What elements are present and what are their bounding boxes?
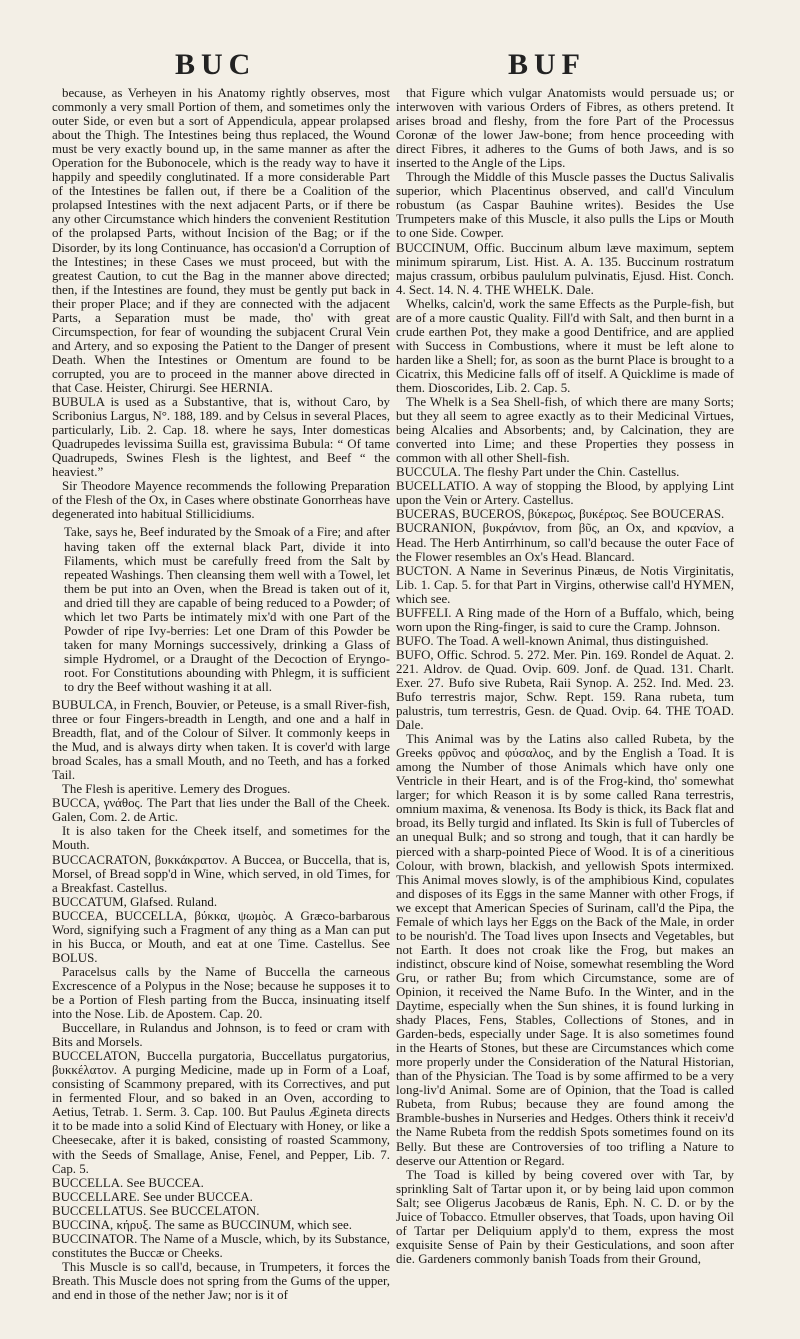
dictionary-entry: BUCCINUM, Offic. Buccinum album læve maximum, septem minimum spirarum, List. Hist. A. A. 135. Buccinum rostratum majus crassum, orbibus paululum pulvinatis, Ejusd. Hist. Conch. 4. Sect. 14. N. 4. THE WHELK. Dale.: [396, 240, 734, 297]
paragraph: Buccellare, in Rulandus and Johnson, is to feed or cram with Bits and Morsels.: [52, 1021, 390, 1050]
dictionary-entry: BUCCULA. The fleshy Part under the Chin. Castellus.: [396, 465, 680, 480]
dictionary-entry: BUCCELLATUS. See BUCCELATON.: [52, 1203, 260, 1218]
dictionary-entry: BUCCINA, κήρυξ. The same as BUCCINUM, which see.: [52, 1217, 352, 1232]
running-head-right: BUF: [508, 48, 586, 81]
dictionary-entry: BUFFELI. A Ring made of the Horn of a Buffalo, which, being worn upon the Ring-finger, is said to cure the Cramp. Johnson.: [396, 605, 734, 634]
paragraph: This Muscle is so call'd, because, in Trumpeters, it forces the Breath. This Muscle does not spring from the Gums of the upper, and end in those of the nether Jaw; nor is it of: [52, 1259, 390, 1302]
paragraph: The Toad is killed by being covered over with Tar, by sprinkling Salt of Tartar upon it, or by being laid upon common Salt; see Oligerus Jacobæus de Ranis, Eph. N. C. D. or by the Juice of Tobacco. Etmuller observes, that Toads, upon having Oil of Tartar per Deliquium apply'd to them, express the most exquisite Sense of Pain by their Gesticulations, and soon after die. Gardeners commonly banish Toads from their Ground,: [396, 1167, 734, 1266]
paragraph: Through the Middle of this Muscle passes the Ductus Salivalis superior, which Placentinus observed, and call'd Vinculum robustum (as Caspar Bauhine writes). Besides the Use Trumpeters make of this Muscle, it also pulls the Lips or Mouth to one Side. Cowper.: [396, 170, 734, 241]
dictionary-entry: BUFO. The Toad. A well-known Animal, thus distinguished.: [396, 633, 709, 648]
recipe-quote: Take, says he, Beef indurated by the Smoak of a Fire; and after having taken off the external black Part, divide it into Filaments, which must be carefully freed from the Salt by repeated Washings. Then cleansing them well with a Towel, let them be put into an Oven, when the Bread is taken out of it, and dried till they are capable of being reduced to a Powder; of which let two Parts be intimately mix'd with one Part of the Powder of ripe Ivy-berries: Let one Dram of this Powder be taken for many Mornings successively, drinking a Glass of simple Hydromel, or a Draught of the Decoction of Eryngo-root. For Constitutions abounding with Phlegm, it is sufficient to dry the Beef without washing it at all.: [64, 525, 390, 694]
dictionary-entry: BUCCACRATON, βυκκάκρατον. A Buccea, or Buccella, that is, Morsel, of Bread sopp'd in Wine, which served, in old Times, for a Breakfast. Castellus.: [52, 852, 390, 895]
paragraph: This Animal was by the Latins also called Rubeta, by the Greeks φρῦνος and φύσαλος, and by the English a Toad. It is among the Number of those Animals which have only one Ventricle in their Heart, and is of the Frog-kind, tho' somewhat larger; for which Reason it is by some called Rana terrestris, omnium maxima, & venenosa. Its Body is thick, its Back flat and broad, its Belly turgid and inflated. Its Skin is full of Tubercles of an unequal Bulk; and so strong and tough, that it can hardly be pierced with a sharp-pointed Piece of Wood. It is of a cineritious Colour, with brown, blackish, and yellowish Spots intermixed. This Animal moves slowly, is of the amphibious Kind, copulates and disposes of its Eggs in the same Manner with other Frogs, if we except that American Species of Surinam, call'd the Pipa, the Female of which lays her Eggs on the Back of the Male, in order to be nourish'd. The Toad lives upon Insects and Vegetables, but not Earth. It does not croak like the Frog, but makes an indistinct, obscure kind of Noise, somewhat resembling the Word Gru, or rather Bu; from which Circumstance, some are of Opinion, it received the Name Bufo. In the Winter, and in the Daytime, especially when the Sun shines, it is found lurking in shady Places, Fens, Stables, Collections of Stones, and in Garden-beds, especially under Sage. It is also sometimes found in the Hearts of Stones, but these are Circumstances which come more properly under the Consideration of the Natural Historian, than of the Physician. The Toad is by some affirmed to be a very long-liv'd Animal. Some are of Opinion, that the Toad is called Rubeta, from Rubus; because they are found among the Bramble-bushes in Nurseries and Hedges. Others think it receiv'd the Name Rubeta from the reddish Spots sometimes found on its Belly. But these are Controversies of too trifling a Nature to deserve our Attention or Regard.: [396, 732, 734, 1168]
paragraph: The Flesh is aperitive. Lemery des Drogues.: [62, 782, 291, 797]
paragraph: The Whelk is a Sea Shell-fish, of which there are many Sorts; but they all seem to agree exactly as to their Medicinal Virtues, being Alcalies and Absorbents; and, by Calcination, they are converted into Lime; and these Properties they possess in common with all other Shell-fish.: [396, 395, 734, 466]
dictionary-entry: BUFO, Offic. Schrod. 5. 272. Mer. Pin. 169. Rondel de Aquat. 2. 221. Aldrov. de Quad. Ovip. 609. Jonf. de Quad. 131. Charlt. Exer. 27. Bufo sive Rubeta, Raii Synop. A. 252. Ind. Med. 23. Bufo terrestris major, Schw. Rept. 159. Rana rubeta, tum palustris, tum terrestris, Gesn. de Quad. Ovip. 64. THE TOAD. Dale.: [396, 647, 734, 733]
running-head-left: BUC: [175, 48, 257, 81]
paragraph: because, as Verheyen in his Anatomy rightly observes, most commonly a very small Portion of them, and sometimes only the outer Side, or even but a sort of Appendicula, appear prolapsed about the Thigh. The Intestines being thus replaced, the Wound must be very exactly bound up, in the same manner as after the Operation for the Bubonocele, which is the ready way to have it happily and speedily conglutinated. If a more considerable Part of the Intestines be fallen out, if there be a Coalition of the prolapsed Intestines with the next adjacent Parts, or if there be any other Circumstance which hinders the convenient Restitution of the prolapsed Parts, without Incision of the Bag; or if the Disorder, by its long Continuance, has occasion'd a Corruption of the Intestines; in these Cases we must proceed, but with the greatest Caution, to cut the Bag in the manner above directed; then, if the Intestines are found, they must be gently put back in their proper Place; and if they are connected with the adjacent Parts, a Separation must be made, tho' with great Circumspection, for fear of wounding the subjacent Crural Vein and Artery, and so exposing the Patient to the Danger of present Death. When the Intestines or Omentum are found to be corrupted, you are to proceed in the manner above directed in that Case. Heister, Chirurgi. See HERNIA.: [52, 86, 390, 395]
dictionary-entry: BUCCELATON, Buccella purgatoria, Buccellatus purgatorius, βυκκέλατον. A purging Medicine, made up in Form of a Loaf, consisting of Scammony prepared, with its Correctives, and put in fermented Flour, and so baked in an Oven, according to Aetius, Tetrab. 1. Serm. 3. Cap. 100. But Paulus Ægineta directs it to be made into a solid Kind of Electuary with Honey, or like a Cheesecake, after it is baked, consisting of roasted Scammony, with the Seeds of Smallage, Anise, Fenel, and Pepper, Lib. 7. Cap. 5.: [52, 1049, 390, 1176]
dictionary-entry: BUCELLATIO. A way of stopping the Blood, by applying Lint upon the Vein or Artery. Castellus.: [396, 479, 734, 508]
paragraph: Paracelsus calls by the Name of Buccella the carneous Excrescence of a Polypus in the Nose; because he supposes it to be a Portion of Flesh parting from the Bucca, insinuating itself into the Nose. Lib. de Apostem. Cap. 20.: [52, 964, 390, 1022]
dictionary-entry: BUBULA is used as a Substantive, that is, without Caro, by Scribonius Largus, N°. 188, 189. and by Celsus in several Places, particularly, Lib. 2. Cap. 18. where he says, Inter domesticas Quadrupedes levissima Suilla est, gravissima Bubula: “ Of tame Quadrupeds, Swines Flesh is the lightest, and Beef “ the heaviest.”: [52, 395, 390, 480]
dictionary-entry: BUCCA, γνάθος. The Part that lies under the Ball of the Cheek. Galen, Com. 2. de Artic.: [52, 796, 390, 825]
dictionary-entry: BUCERAS, BUCEROS, βύκερως, βυκέρως. See BOUCERAS.: [396, 507, 725, 522]
paragraph: It is also taken for the Cheek itself, and sometimes for the Mouth.: [52, 824, 390, 853]
dictionary-entry: BUCCELLA. See BUCCEA.: [52, 1175, 204, 1190]
paragraph: Sir Theodore Mayence recommends the following Preparation of the Flesh of the Ox, in Cases where obstinate Gonorrheas have degenerated into habitual Stillicidiums.: [52, 479, 390, 522]
dictionary-entry: BUCCELLARE. See under BUCCEA.: [52, 1189, 253, 1204]
paragraph: that Figure which vulgar Anatomists would persuade us; or interwoven with various Orders of Fibres, as others pretend. It arises broad and fleshy, from the fore Part of the Processus Coronæ of the lower Jaw-bone; from hence proceeding with direct Fibres, it adheres to the Gums of both Jaws, and is so inserted to the Angle of the Lips.: [396, 86, 734, 171]
left-column: [52, 86, 390, 1302]
paragraph: Whelks, calcin'd, work the same Effects as the Purple-fish, but are of a more caustic Quality. Fill'd with Salt, and then burnt in a crude earthen Pot, they make a good Dentifrice, and are applied with Success in Combustions, where it must be left alone to harden like a Shell; for, as soon as the burnt Place is brought to a Cicatrix, this Medicine falls off of itself. A Quicklime is made of them. Dioscorides, Lib. 2. Cap. 5.: [396, 296, 734, 395]
dictionary-entry: BUCTON. A Name in Severinus Pinæus, de Notis Virginitatis, Lib. 1. Cap. 5. for that Part in Virgins, otherwise call'd HYMEN, which see.: [396, 563, 734, 606]
dictionary-entry: BUCCEA, BUCCELLA, βύκκα, ψωμὸς. A Græco-barbarous Word, signifying such a Fragment of any thing as a Man can put in his Bucca, or Mouth, and eat at one Time. Castellus. See BOLUS.: [52, 908, 390, 965]
dictionary-entry: BUBULCA, in French, Bouvier, or Peteuse, is a small River-fish, three or four Fingers-breadth in Length, and one and a half in Breadth, flat, and of the Colour of Silver. It commonly keeps in the Mud, and is always dirty when taken. It is cover'd with large broad Scales, has a small Mouth, and no Teeth, and has a forked Tail.: [52, 698, 390, 783]
dictionary-entry: BUCCINATOR. The Name of a Muscle, which, by its Substance, constitutes the Buccæ or Cheeks.: [52, 1231, 390, 1260]
dictionary-entry: BUCCATUM, Glafsed. Ruland.: [52, 894, 218, 909]
right-column: [396, 86, 734, 1266]
dictionary-entry: BUCRANION, βυκράνιον, from βῦς, an Ox, and κρανίον, a Head. The Herb Antirrhinum, so call'd because the outer Face of the Flower resembles an Ox's Head. Blancard.: [396, 521, 734, 564]
